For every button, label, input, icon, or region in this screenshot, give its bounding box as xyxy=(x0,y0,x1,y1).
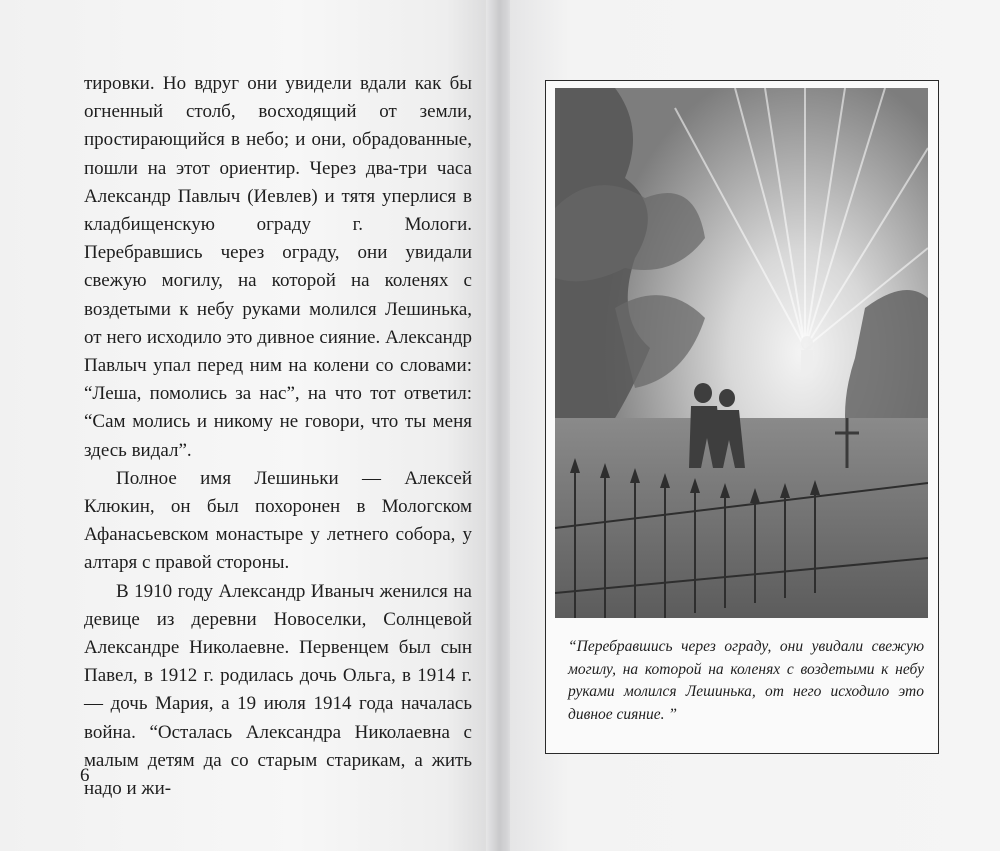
page-number: 6 xyxy=(80,765,90,786)
praying-figure xyxy=(801,336,813,378)
paragraph-3: В 1910 году Александр Иваныч женился на девице из деревни Новоселки, Солнцевой Александре Николаевне. Первенцем был сын Павел, в 1912 г. родилась дочь Ольга, в 1914 г. — дочь Мария, а 19 июля 1914 года началась война. “Осталась Александра Николаевна с малым детям да со старым старикам, а жить надо и жи- xyxy=(84,580,472,800)
figure-caption: “Перебравшись через ограду, они увидали свежую могилу, на которой на коленях с воздетыми к небу руками молился Лешинька, от него исходило это дивное сияние. ” xyxy=(568,638,924,723)
body-text xyxy=(84,70,472,803)
cemetery-illustration xyxy=(555,88,928,618)
paragraph-2: Полное имя Лешиньки — Алексей Клюкин, он был похоронен в Мологском Афанасьевском монастыре у летнего собора, у алтаря с правой стороны. xyxy=(84,467,472,574)
figure-frame xyxy=(545,80,939,754)
paragraph-1: тировки. Но вдруг они увидели вдали как бы огненный столб, восходящий от земли, простирающийся в небо; и они, обрадованные, пошли на этот ориентир. Через два-три часа Александр Павлыч (Иевлев) и тятя уперлися в кладбищенскую ограду г. Мологи. Перебравшись через ограду, они увидали свежую могилу, на которой на коленях с воздетыми к небу руками молился Лешинька, от него исходило это дивное сияние. Александр Павлыч упал перед ним на колени со словами: “Леша, помолись за нас”, на что тот ответил: “Сам молись и никому не говори, что ты меня здесь видал”. xyxy=(84,73,472,461)
